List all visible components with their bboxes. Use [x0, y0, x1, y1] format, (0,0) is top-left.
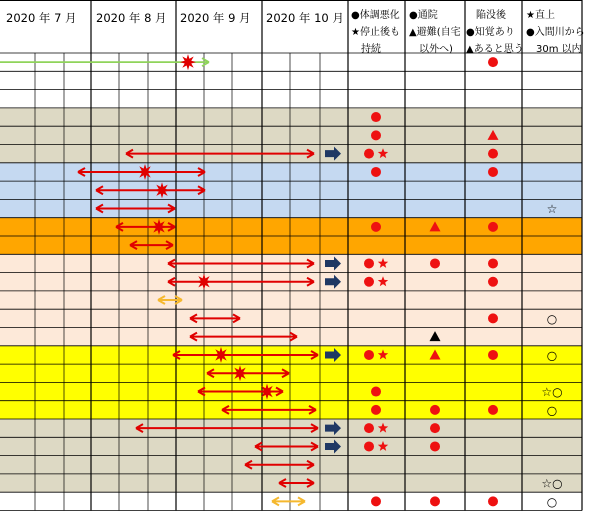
row-background: [0, 181, 582, 199]
header-col-hospital-line2: ▲避難(自宅: [409, 27, 461, 38]
header-col-condition-line1: ●体調悪化: [351, 10, 400, 21]
location-symbol: ○: [546, 348, 558, 363]
symptom-circle: [364, 423, 374, 433]
row-background: [0, 199, 582, 217]
symptom-circle: [371, 222, 381, 232]
row-background: [0, 291, 582, 309]
header-month-aug: 2020 年 8 月: [96, 11, 167, 25]
header-col-location-line2: ●入間川から: [526, 27, 585, 38]
row-background: [0, 71, 582, 89]
symptom-circle: [371, 405, 381, 415]
awareness-circle: [488, 167, 498, 177]
awareness-circle: [488, 313, 498, 323]
header-col-collapse-line1: 陥没後: [466, 10, 506, 21]
symptom-circle: [364, 441, 374, 451]
symptom-circle: [364, 258, 374, 268]
header-month-sep: 2020 年 9 月: [180, 11, 251, 25]
row-background: [0, 236, 582, 254]
awareness-circle: [488, 496, 498, 506]
header-col-hospital-line3: 以外へ): [409, 44, 453, 55]
row-background: [0, 382, 582, 400]
row-background: [0, 364, 582, 382]
location-symbol: ○: [546, 311, 558, 326]
symptom-circle: [364, 350, 374, 360]
header-col-location: [526, 7, 585, 58]
hospital-circle: [430, 423, 440, 433]
location-symbol: ☆: [546, 202, 558, 217]
awareness-circle: [488, 277, 498, 287]
symptom-circle: [371, 167, 381, 177]
hospital-circle: [430, 441, 440, 451]
header-col-location-line1: ★直上: [526, 10, 555, 21]
location-symbol: ☆○: [541, 476, 563, 491]
awareness-circle: [488, 57, 498, 67]
header-month-oct: 2020 年 10 月: [266, 11, 344, 25]
header-col-condition-line3: 持続: [351, 44, 381, 55]
header-col-condition: [351, 7, 400, 58]
awareness-circle: [488, 149, 498, 159]
header-col-condition-line2: ★停止後も: [351, 27, 400, 38]
symptom-circle: [371, 112, 381, 122]
header-col-collapse: [466, 7, 524, 58]
awareness-circle: [488, 258, 498, 268]
symptom-circle: [364, 277, 374, 287]
row-background: [0, 90, 582, 108]
location-symbol: ○: [546, 403, 558, 418]
header-month-jul: 2020 年 7 月: [6, 11, 77, 25]
awareness-circle: [488, 350, 498, 360]
header-col-collapse-line3: ▲あると思う: [466, 44, 524, 55]
symptom-circle: [371, 496, 381, 506]
location-symbol: ○: [546, 494, 558, 509]
symptom-circle: [371, 130, 381, 140]
header-col-location-line3: 30m 以内: [526, 44, 582, 55]
hospital-circle: [430, 496, 440, 506]
header-col-collapse-line2: ●知覚あり: [466, 27, 515, 38]
awareness-circle: [488, 222, 498, 232]
header-col-hospital: [409, 7, 461, 58]
location-symbol: ☆○: [541, 385, 563, 400]
row-background: [0, 108, 582, 126]
awareness-circle: [488, 405, 498, 415]
symptom-circle: [364, 149, 374, 159]
header-col-hospital-line1: ●通院: [409, 10, 438, 21]
symptom-circle: [371, 387, 381, 397]
hospital-circle: [430, 258, 440, 268]
hospital-circle: [430, 405, 440, 415]
